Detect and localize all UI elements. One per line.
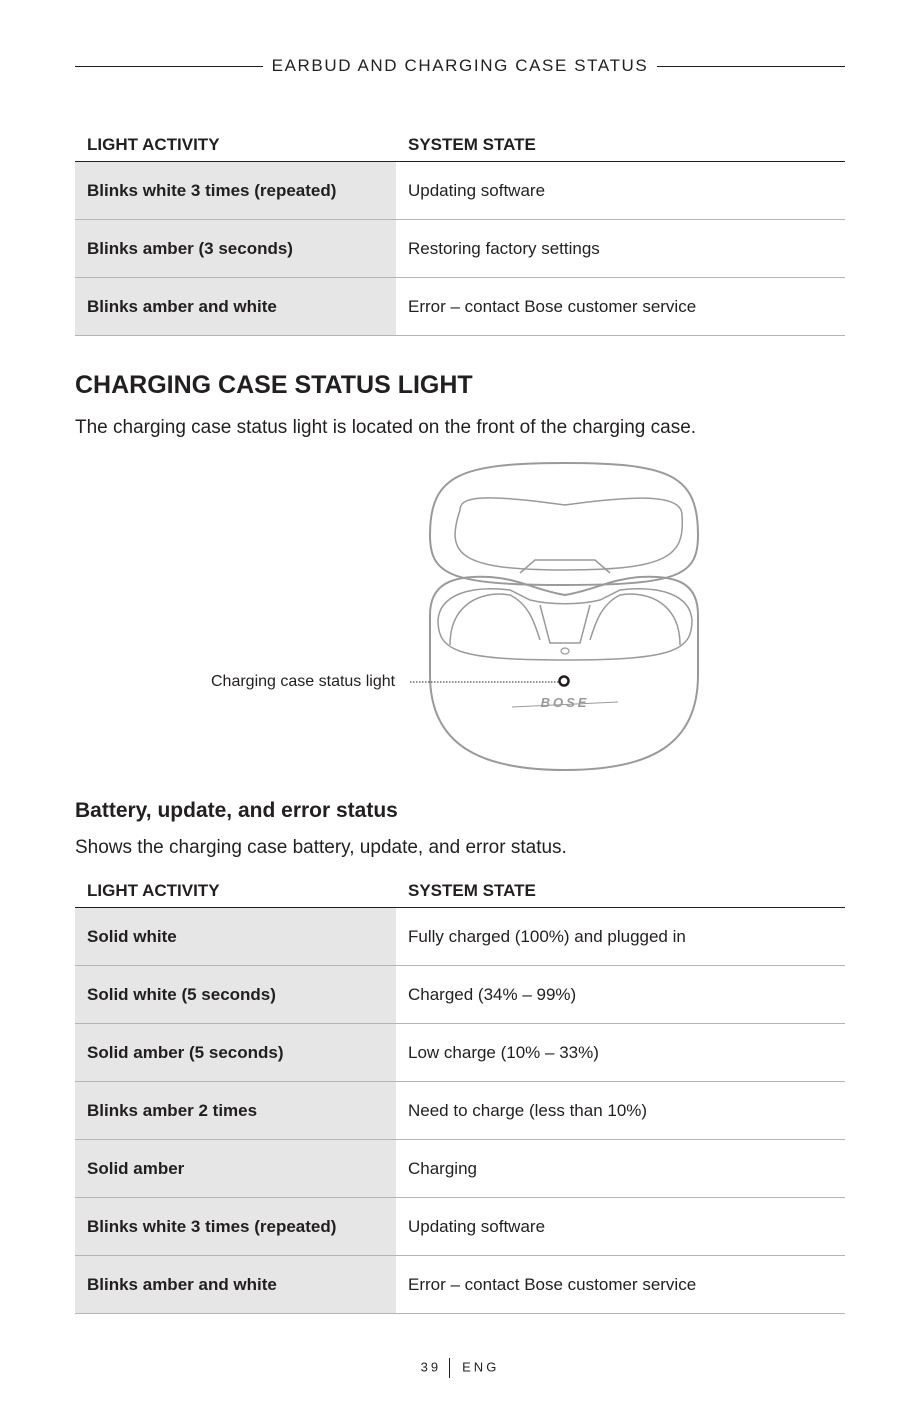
system-state: Error – contact Bose customer service — [396, 1256, 845, 1314]
callout-leader-line — [410, 679, 560, 685]
bose-logo: BOSE — [540, 695, 590, 710]
table-header-row — [75, 874, 845, 908]
subsection-heading: Battery, update, and error status — [75, 799, 398, 822]
system-state: Restoring factory settings — [396, 220, 845, 278]
light-activity: Solid white (5 seconds) — [75, 966, 396, 1024]
table-row — [75, 966, 845, 1024]
table-row — [75, 1198, 845, 1256]
light-activity: Blinks white 3 times (repeated) — [75, 1198, 396, 1256]
table-row — [75, 1140, 845, 1198]
light-activity: Solid amber (5 seconds) — [75, 1024, 396, 1082]
light-activity: Blinks amber 2 times — [75, 1082, 396, 1140]
subsection-intro: Shows the charging case battery, update, and error status. — [75, 837, 567, 858]
system-state: Error – contact Bose customer service — [396, 278, 845, 336]
callout-label: Charging case status light — [211, 673, 396, 690]
table-row — [75, 1082, 845, 1140]
system-state: Charging — [396, 1140, 845, 1198]
table-row — [75, 220, 845, 278]
language-code: ENG — [462, 1359, 500, 1375]
section-heading: CHARGING CASE STATUS LIGHT — [75, 371, 473, 399]
column-header: SYSTEM STATE — [396, 128, 845, 162]
table-row — [75, 162, 845, 220]
table-row — [75, 1024, 845, 1082]
system-state: Fully charged (100%) and plugged in — [396, 908, 845, 966]
table-row — [75, 908, 845, 966]
page-number: 39 — [420, 1359, 442, 1375]
status-light-icon — [560, 677, 569, 686]
system-state: Need to charge (less than 10%) — [396, 1082, 845, 1140]
light-activity: Blinks amber (3 seconds) — [75, 220, 396, 278]
case-status-table — [75, 874, 845, 1314]
light-activity: Blinks amber and white — [75, 1256, 396, 1314]
divider — [449, 1358, 450, 1378]
system-state: Charged (34% – 99%) — [396, 966, 845, 1024]
charging-case-illustration — [420, 455, 710, 780]
light-activity: Blinks white 3 times (repeated) — [75, 162, 396, 220]
column-header: SYSTEM STATE — [396, 874, 845, 908]
system-state: Updating software — [396, 1198, 845, 1256]
table-header-row — [75, 128, 845, 162]
light-activity: Solid white — [75, 908, 396, 966]
light-activity: Solid amber — [75, 1140, 396, 1198]
column-header: LIGHT ACTIVITY — [75, 128, 396, 162]
table-row — [75, 1256, 845, 1314]
light-activity: Blinks amber and white — [75, 278, 396, 336]
section-intro: The charging case status light is located on the front of the charging case. — [75, 417, 697, 438]
earbud-status-table — [75, 128, 845, 336]
page-footer — [0, 1358, 920, 1378]
system-state: Updating software — [396, 162, 845, 220]
table-row — [75, 278, 845, 336]
page-header — [75, 55, 845, 77]
system-state: Low charge (10% – 33%) — [396, 1024, 845, 1082]
header-title: EARBUD AND CHARGING CASE STATUS — [271, 56, 649, 75]
divider — [657, 66, 845, 67]
column-header: LIGHT ACTIVITY — [75, 874, 396, 908]
divider — [75, 66, 263, 67]
